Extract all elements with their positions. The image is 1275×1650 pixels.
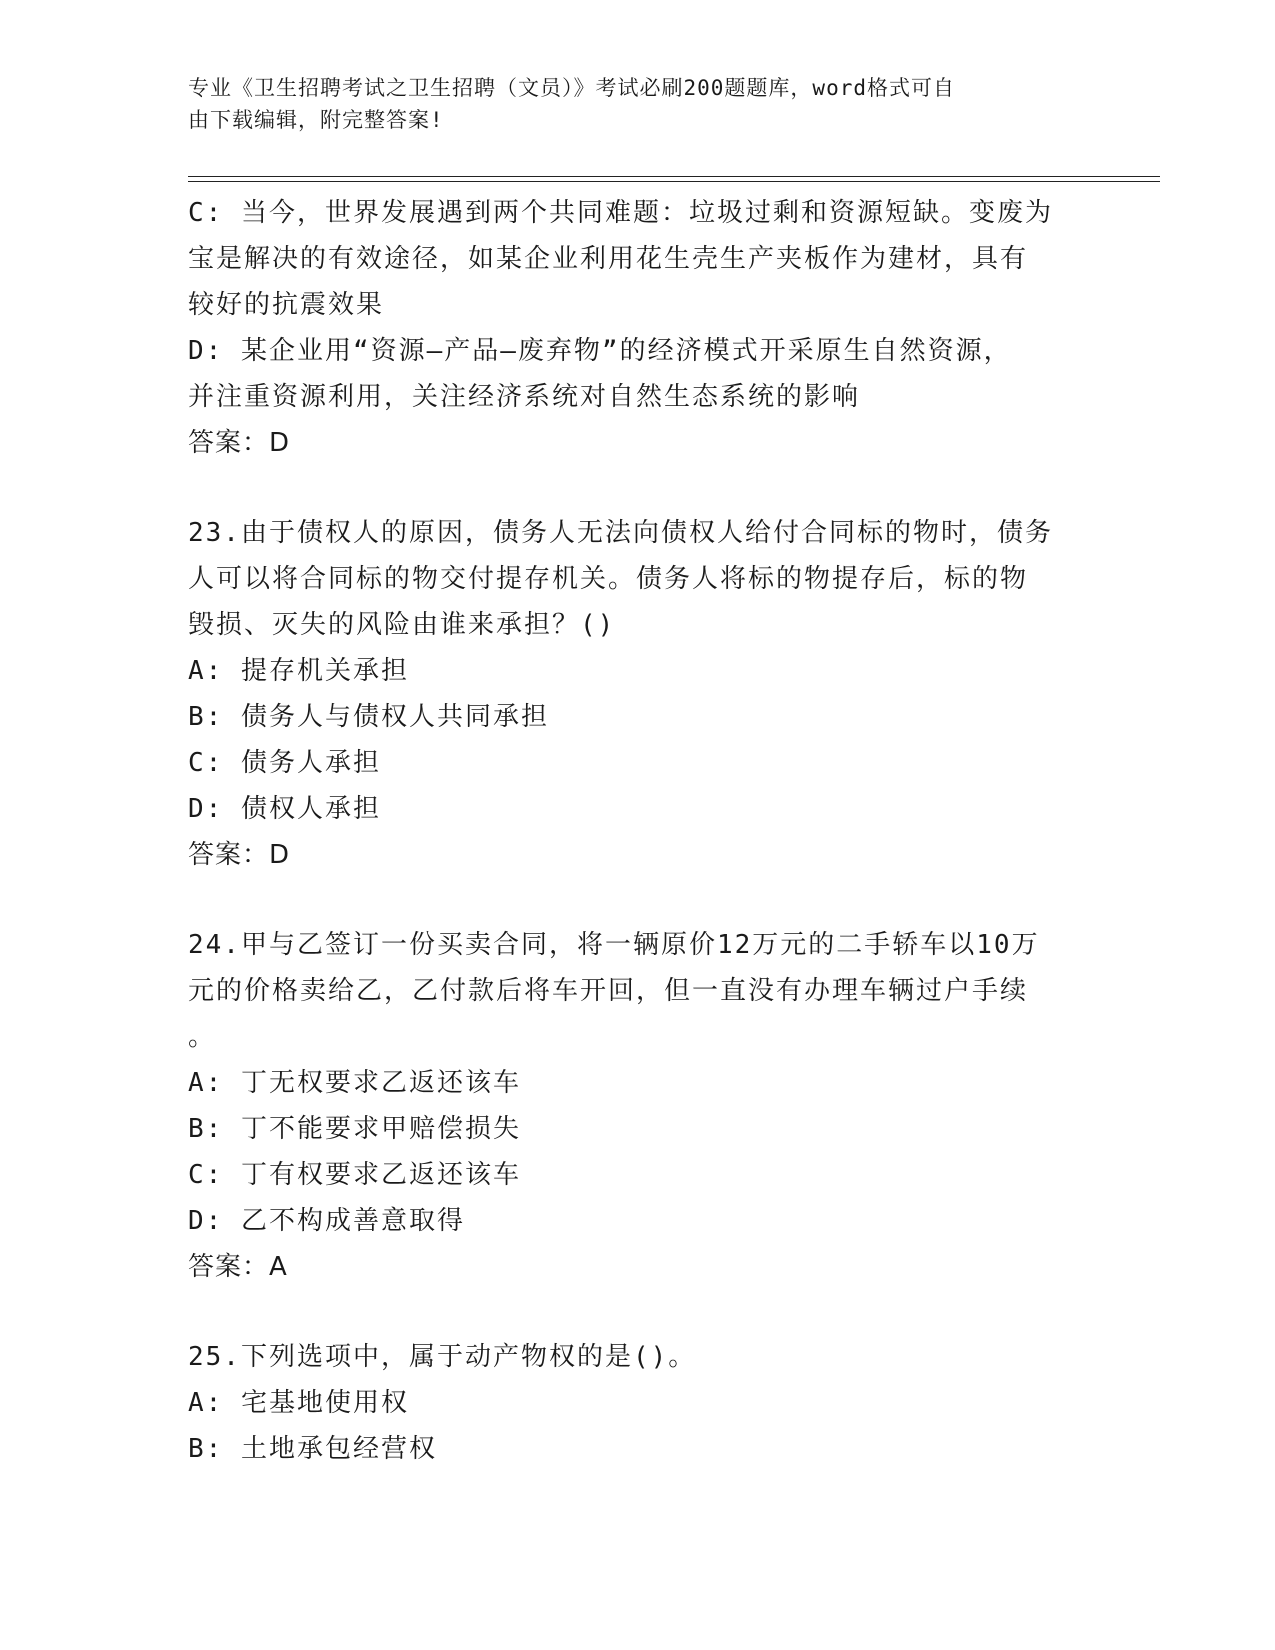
option-b: B: 债务人与债权人共同承担 <box>188 702 549 732</box>
document-body <box>188 190 1088 1472</box>
page-header <box>188 72 1088 136</box>
option-c: C: 债务人承担 <box>188 748 381 778</box>
question-stem-line: 24.甲与乙签订一份买卖合同，将一辆原价12万元的二手轿车以10万 <box>188 930 1040 960</box>
question-25 <box>188 1334 1088 1472</box>
spacer <box>188 466 1088 510</box>
option-d-line: D: 某企业用“资源—产品—废弃物”的经济模式开采原生自然资源， <box>188 336 1012 366</box>
spacer <box>188 878 1088 922</box>
answer-label: 答案：D <box>188 840 291 870</box>
option-d: D: 债权人承担 <box>188 794 381 824</box>
question-stem-line: 毁损、灭失的风险由谁来承担？() <box>188 610 616 640</box>
question-stem-line: 。 <box>188 1022 217 1052</box>
option-d: D: 乙不构成善意取得 <box>188 1206 465 1236</box>
question-24 <box>188 922 1088 1290</box>
question-23 <box>188 510 1088 878</box>
option-c-line: 较好的抗震效果 <box>188 290 385 320</box>
question-22-tail <box>188 190 1088 466</box>
header-divider-bottom <box>188 181 1160 182</box>
option-a: A: 提存机关承担 <box>188 656 409 686</box>
option-a: A: 宅基地使用权 <box>188 1388 409 1418</box>
answer-label: 答案：A <box>188 1252 288 1282</box>
option-b: B: 丁不能要求甲赔偿损失 <box>188 1114 521 1144</box>
question-stem-line: 人可以将合同标的物交付提存机关。债务人将标的物提存后，标的物 <box>188 564 1029 594</box>
option-a: A: 丁无权要求乙返还该车 <box>188 1068 521 1098</box>
option-c: C: 丁有权要求乙返还该车 <box>188 1160 521 1190</box>
question-stem-line: 23.由于债权人的原因，债务人无法向债权人给付合同标的物时，债务 <box>188 518 1053 548</box>
header-divider-top <box>188 176 1160 177</box>
question-stem-line: 元的价格卖给乙，乙付款后将车开回，但一直没有办理车辆过户手续 <box>188 976 1029 1006</box>
option-b: B: 土地承包经营权 <box>188 1434 437 1464</box>
option-d-line: 并注重资源利用，关注经济系统对自然生态系统的影响 <box>188 382 861 412</box>
option-c-line: 宝是解决的有效途径，如某企业利用花生壳生产夹板作为建材，具有 <box>188 244 1029 274</box>
header-title-line-1: 专业《卫生招聘考试之卫生招聘（文员）》考试必刷200题题库，word格式可自 <box>188 76 955 100</box>
answer-label: 答案：D <box>188 428 291 458</box>
header-title-line-2: 由下载编辑，附完整答案! <box>188 108 444 132</box>
question-stem-line: 25.下列选项中，属于动产物权的是()。 <box>188 1342 697 1372</box>
spacer <box>188 1290 1088 1334</box>
option-c-line: C: 当今，世界发展遇到两个共同难题：垃圾过剩和资源短缺。变废为 <box>188 198 1053 228</box>
